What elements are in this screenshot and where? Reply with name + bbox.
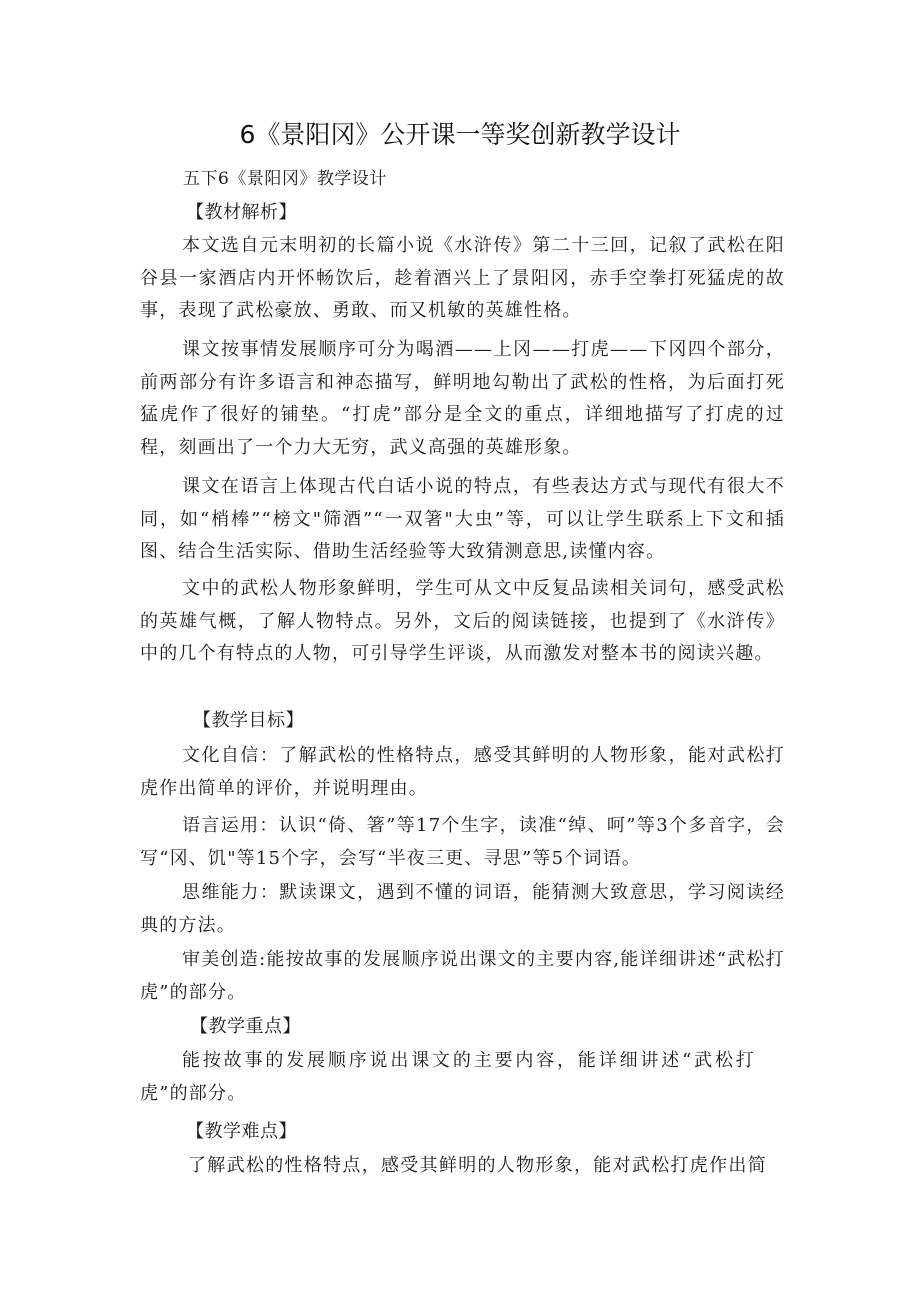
section-heading-goals: 【教学目标】 <box>193 710 304 731</box>
analysis-paragraph-1: 本文选自元末明初的长篇小说《水浒传》第二十三回，记叙了武松在阳谷县一家酒店内开怀畅饮后，趁着酒兴上了景阳冈，赤手空拳打死猛虎的故事，表现了武松豪放、勇敢、而又机敏的英雄性格。 <box>140 235 785 321</box>
document-title: 6《景阳冈》公开课一等奖创新教学设计 <box>239 120 681 149</box>
analysis-paragraph-3: 课文在语言上体现古代白话小说的特点，有些表达方式与现代有很大不同，如“梢棒”“榜文"筛酒”“一双箸"大虫”等，可以让学生联系上下文和插图、结合生活实际、借助生活经验等大致猜测意思,读懂内容。 <box>140 476 785 562</box>
goals-paragraph-1: 文化自信：了解武松的性格特点，感受其鲜明的人物形象，能对武松打虎作出简单的评价，并说明理由。 <box>140 745 785 799</box>
section-heading-difficulties: 【教学难点】 <box>186 1121 297 1142</box>
document-subtitle: 五下6《景阳冈》教学设计 <box>183 169 387 189</box>
analysis-paragraph-4: 文中的武松人物形象鲜明，学生可从文中反复品读相关词句，感受武松的英雄气概，了解人物特点。另外，文后的阅读链接，也提到了《水浒传》中的几个有特点的人物，可引导学生评谈，从而激发对整本书的阅读兴趣。 <box>140 578 785 664</box>
difficulties-paragraph-1: 了解武松的性格特点，感受其鲜明的人物形象，能对武松打虎作出简 <box>188 1155 767 1176</box>
section-heading-key-points: 【教学重点】 <box>190 1016 301 1037</box>
goals-paragraph-2: 语言运用：认识“倚、箸”等17个生字，读准“绰、呵”等3个多音字，会写“冈、饥"等15个字，会写“半夜三更、寻思”等5个词语。 <box>140 815 785 869</box>
goals-paragraph-3: 思维能力：默读课文，遇到不懂的词语，能猜测大致意思，学习阅读经典的方法。 <box>140 882 785 936</box>
key-points-paragraph-1: 能按故事的发展顺序说出课文的主要内容，能详细讲述“武松打虎”的部分。 <box>140 1050 755 1104</box>
analysis-paragraph-2: 课文按事情发展顺序可分为喝酒——上冈——打虎——下冈四个部分，前两部分有许多语言和神态描写，鲜明地勾勒出了武松的性格，为后面打死猛虎作了很好的铺垫。“打虎”部分是全文的重点，详细地描写了打虎的过程，刻画出了一个力大无穷，武义高强的英雄形象。 <box>140 339 785 458</box>
section-heading-analysis: 【教材解析】 <box>186 202 297 223</box>
goals-paragraph-4: 审美创造:能按故事的发展顺序说出课文的主要内容,能详细讲述“武松打虎”的部分。 <box>140 949 785 1003</box>
